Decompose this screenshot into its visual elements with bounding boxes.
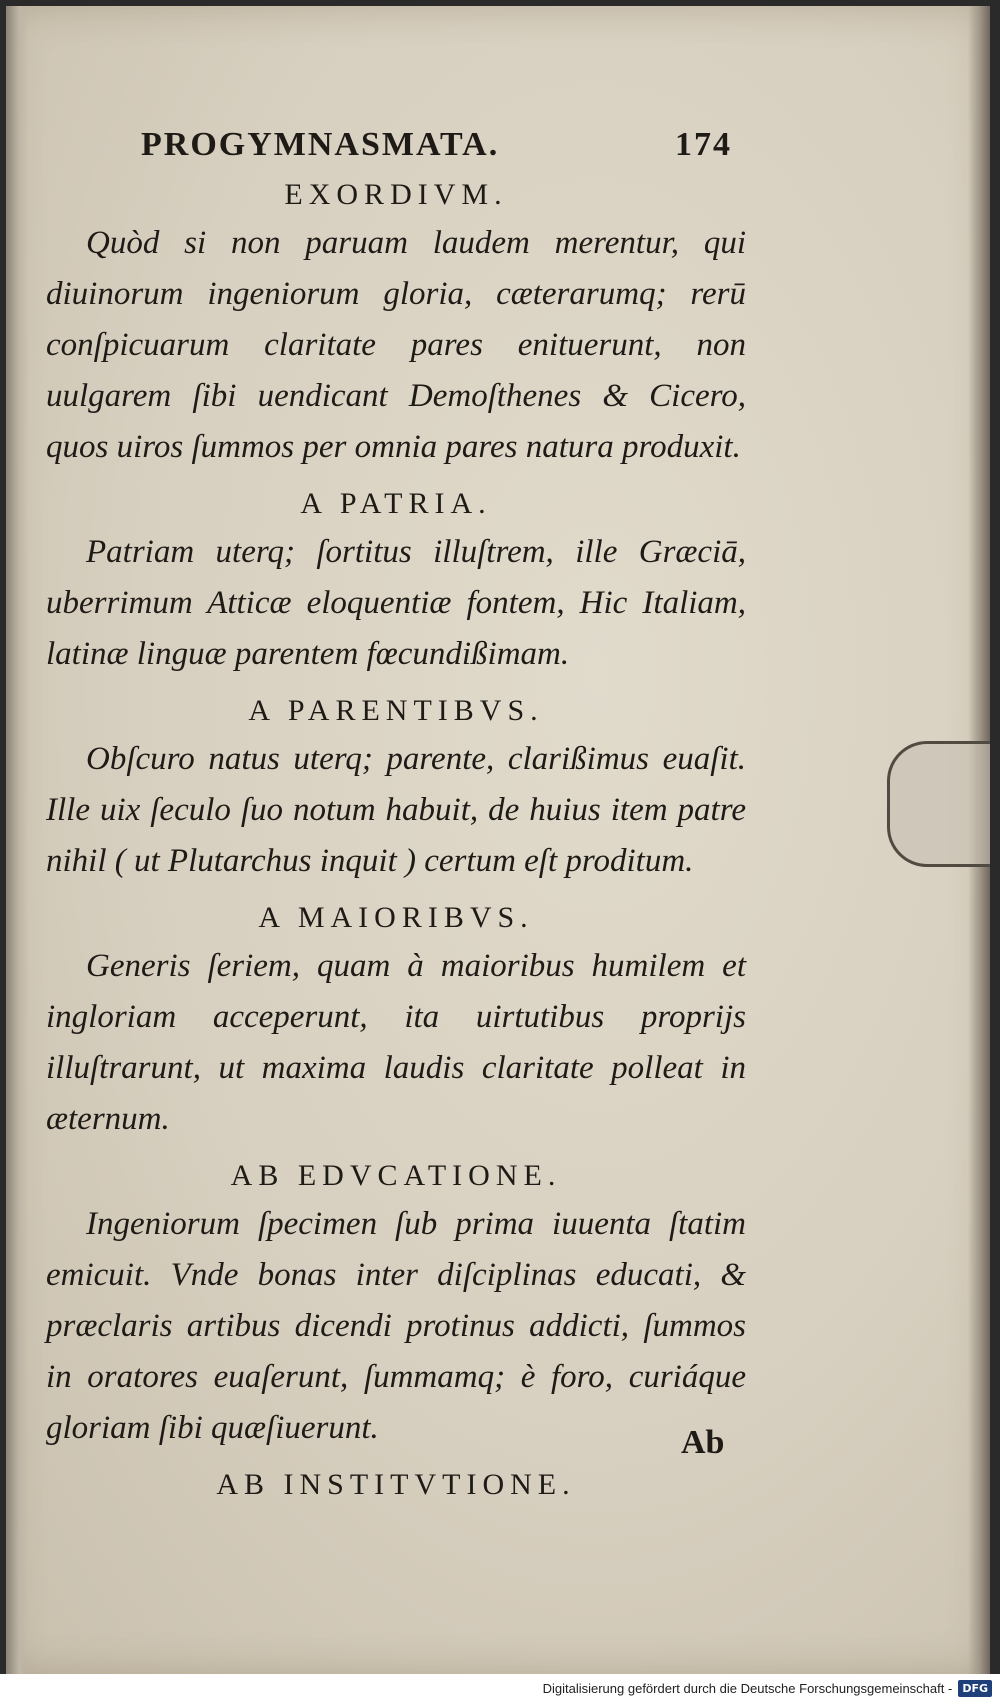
section-paragraph: Obſcuro natus uterq; parente, clarißimus euaſit. Ille uix ſeculo ſuo notum habuit, de huius item patre nihil ( ut Plutarchus inquit ) certum eſt proditum. (46, 741, 746, 879)
catchword: Ab (681, 1424, 725, 1461)
text-block (46, 116, 746, 1508)
section-paragraph: Patriam uterq; ſortitus illuſtrem, ille Græciā, uberrimum Atticæ eloquentiæ fontem, Hic Italiam, latinæ linguæ parentem fœcundißimam. (46, 534, 746, 672)
section-heading: A PARENTIBVS. (248, 694, 544, 727)
page-number: 174 (675, 126, 732, 163)
section-paragraph: Ingeniorum ſpecimen ſub prima iuuenta ſtatim emicuit. Vnde bonas inter diſciplinas educati, & præclaris artibus dicendi protinus addicti, ſummos in oratores euaſerunt, ſummamq; è foro, curiáque gloriam ſibi quæſiuerunt. (46, 1206, 746, 1446)
book-page (6, 6, 990, 1674)
dfg-logo: DFG (958, 1680, 992, 1697)
digitization-footer (0, 1674, 1000, 1702)
page-tab-shadow (887, 741, 990, 867)
page-gutter (6, 6, 28, 1674)
running-head (141, 126, 732, 164)
section-heading: AB INSTITVTIONE. (216, 1468, 576, 1501)
section-paragraph: Quòd si non paruam laudem merentur, qui diuinorum ingeniorum gloria, cæterarumq; rerū conſpicuarum claritate pares enituerunt, non uulgarem ſibi uendicant Demoſthenes & Cicero, quos uiros ſummos per omnia pares natura produxit. (46, 225, 746, 465)
section-paragraph: Generis ſeriem, quam à maioribus humilem et ingloriam acceperunt, ita uirtutibus proprijs illuſtrarunt, ut maxima laudis claritate polleat in æternum. (46, 948, 746, 1137)
section-heading: EXORDIVM. (284, 178, 508, 211)
section-heading: AB EDVCATIONE. (230, 1159, 562, 1192)
section-heading: A PATRIA. (300, 487, 492, 520)
running-head-title: PROGYMNASMATA. (141, 126, 500, 163)
footer-credit: Digitalisierung gefördert durch die Deutsche Forschungsgemeinschaft - (542, 1680, 953, 1696)
section-heading: A MAIORIBVS. (258, 901, 534, 934)
